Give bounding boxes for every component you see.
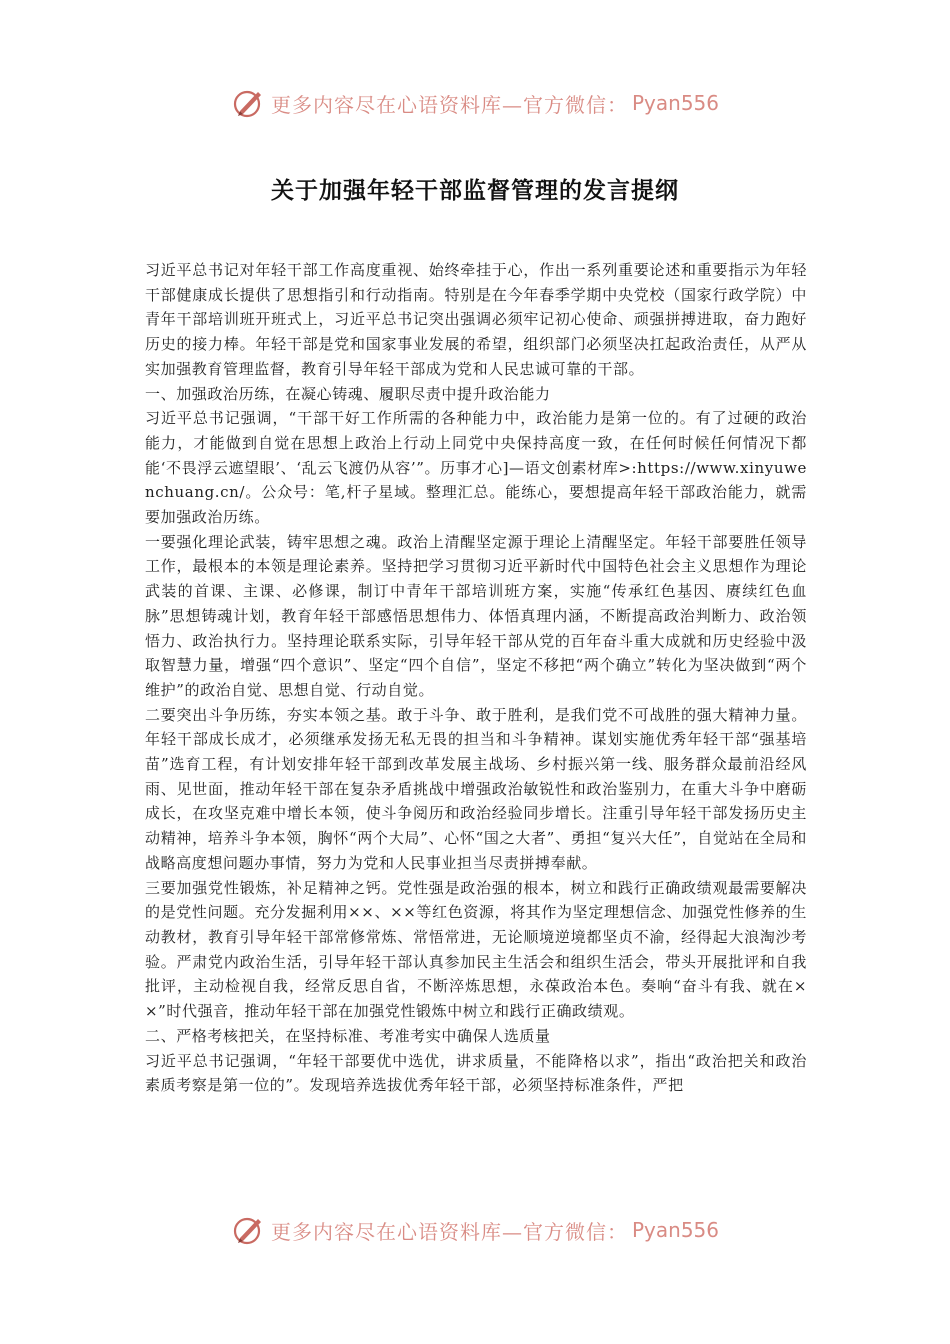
paragraph: 二要突出斗争历练，夯实本领之基。敢于斗争、敢于胜利，是我们党不可战胜的强大精神力量。年轻干部成长成才，必须继承发扬无私无畏的担当和斗争精神。谋划实施优秀年轻干部“强基培苗”选育工程，有计划安排年轻干部到改革发展主战场、乡村振兴第一线、服务群众最前沿经风雨、见世面，推动年轻干部在复杂矛盾挑战中增强政治敏锐性和政治鉴别力，在重大斗争中磨砺成长，在攻坚克难中增长本领，使斗争阅历和政治经验同步增长。注重引导年轻干部发扬历史主动精神，培养斗争本领，胸怀“两个大局”、心怀“国之大者”、勇担“复兴大任”，自觉站在全局和战略高度想问题办事情，努力为党和人民事业担当尽责拼搏奉献。 — [145, 705, 807, 872]
watermark-handle: Pyan556 — [631, 1218, 719, 1242]
pen-logo-icon — [231, 86, 265, 120]
pen-logo-icon — [231, 1213, 265, 1247]
paragraph: 习近平总书记强调，“年轻干部要优中选优，讲求质量，不能降格以求”，指出“政治把关和政治素质考察是第一位的”。发现培养选拔优秀年轻干部，必须坚持标准条件，严把 — [145, 1051, 807, 1095]
watermark-text: 更多内容尽在心语资料库—官方微信： — [270, 1219, 628, 1244]
watermark-footer — [0, 1212, 950, 1248]
section-heading-1: 一、加强政治历练，在凝心铸魂、履职尽责中提升政治能力 — [145, 384, 551, 403]
paragraph: 习近平总书记强调，“干部干好工作所需的各种能力中，政治能力是第一位的。有了过硬的政治能力，才能做到自觉在思想上政治上行动上同党中央保持高度一致，在任何时候任何情况下都能‘不畏浮云遮望眼’、‘乱云飞渡仍从容’”。历事才心]—语文创素材库>:https://www.xinyuwenchuang.cn/。公众号：笔,杆子星域。整理汇总。能练心，要想提高年轻干部政治能力，就需要加强政治历练。 — [145, 409, 807, 527]
watermark-text: 更多内容尽在心语资料库—官方微信： — [270, 92, 628, 117]
paragraph-intro: 习近平总书记对年轻干部工作高度重视、始终牵挂于心，作出一系列重要论述和重要指示为年轻干部健康成长提供了思想指引和行动指南。特别是在今年春季学期中央党校（国家行政学院）中青年干部培训班开班式上，习近平总书记突出强调必须牢记初心使命、顽强拼搏进取，奋力跑好历史的接力棒。年轻干部是党和国家事业发展的希望，组织部门必须坚决扛起政治责任，从严从实加强教育管理监督，教育引导年轻干部成为党和人民忠诚可靠的干部。 — [145, 261, 807, 378]
document-body — [145, 258, 807, 1098]
watermark-handle: Pyan556 — [631, 91, 719, 115]
watermark-header — [0, 85, 950, 121]
paragraph: 三要加强党性锻炼，补足精神之钙。党性强是政治强的根本，树立和践行正确政绩观最需要解决的是党性问题。充分发掘利用××、××等红色资源，将其作为坚定理想信念、加强党性修养的生动教材，教育引导年轻干部常修常炼、常悟常进，无论顺境逆境都坚贞不渝，经得起大浪淘沙考验。严肃党内政治生活，引导年轻干部认真参加民主生活会和组织生活会，带头开展批评和自我批评，主动检视自我，经常反思自省，不断淬炼思想，永葆政治本色。奏响“奋斗有我、就在××”时代强音，推动年轻干部在加强党性锻炼中树立和践行正确政绩观。 — [145, 878, 807, 1021]
document-title: 关于加强年轻干部监督管理的发言提纲 — [271, 178, 679, 204]
section-heading-2: 二、严格考核把关，在坚持标准、考准考实中确保人选质量 — [145, 1026, 551, 1045]
paragraph: 一要强化理论武装，铸牢思想之魂。政治上清醒坚定源于理论上清醒坚定。年轻干部要胜任领导工作，最根本的本领是理论素养。坚持把学习贯彻习近平新时代中国特色社会主义思想作为理论武装的首课、主课、必修课，制订中青年干部培训班方案，实施“传承红色基因、赓续红色血脉”思想铸魂计划，教育年轻干部感悟思想伟力、体悟真理内涵，不断提高政治判断力、政治领悟力、政治执行力。坚持理论联系实际，引导年轻干部从党的百年奋斗重大成就和历史经验中汲取智慧力量，增强“四个意识”、坚定“四个自信”，坚定不移把“两个确立”转化为坚决做到“两个维护”的政治自觉、思想自觉、行动自觉。 — [145, 532, 807, 699]
